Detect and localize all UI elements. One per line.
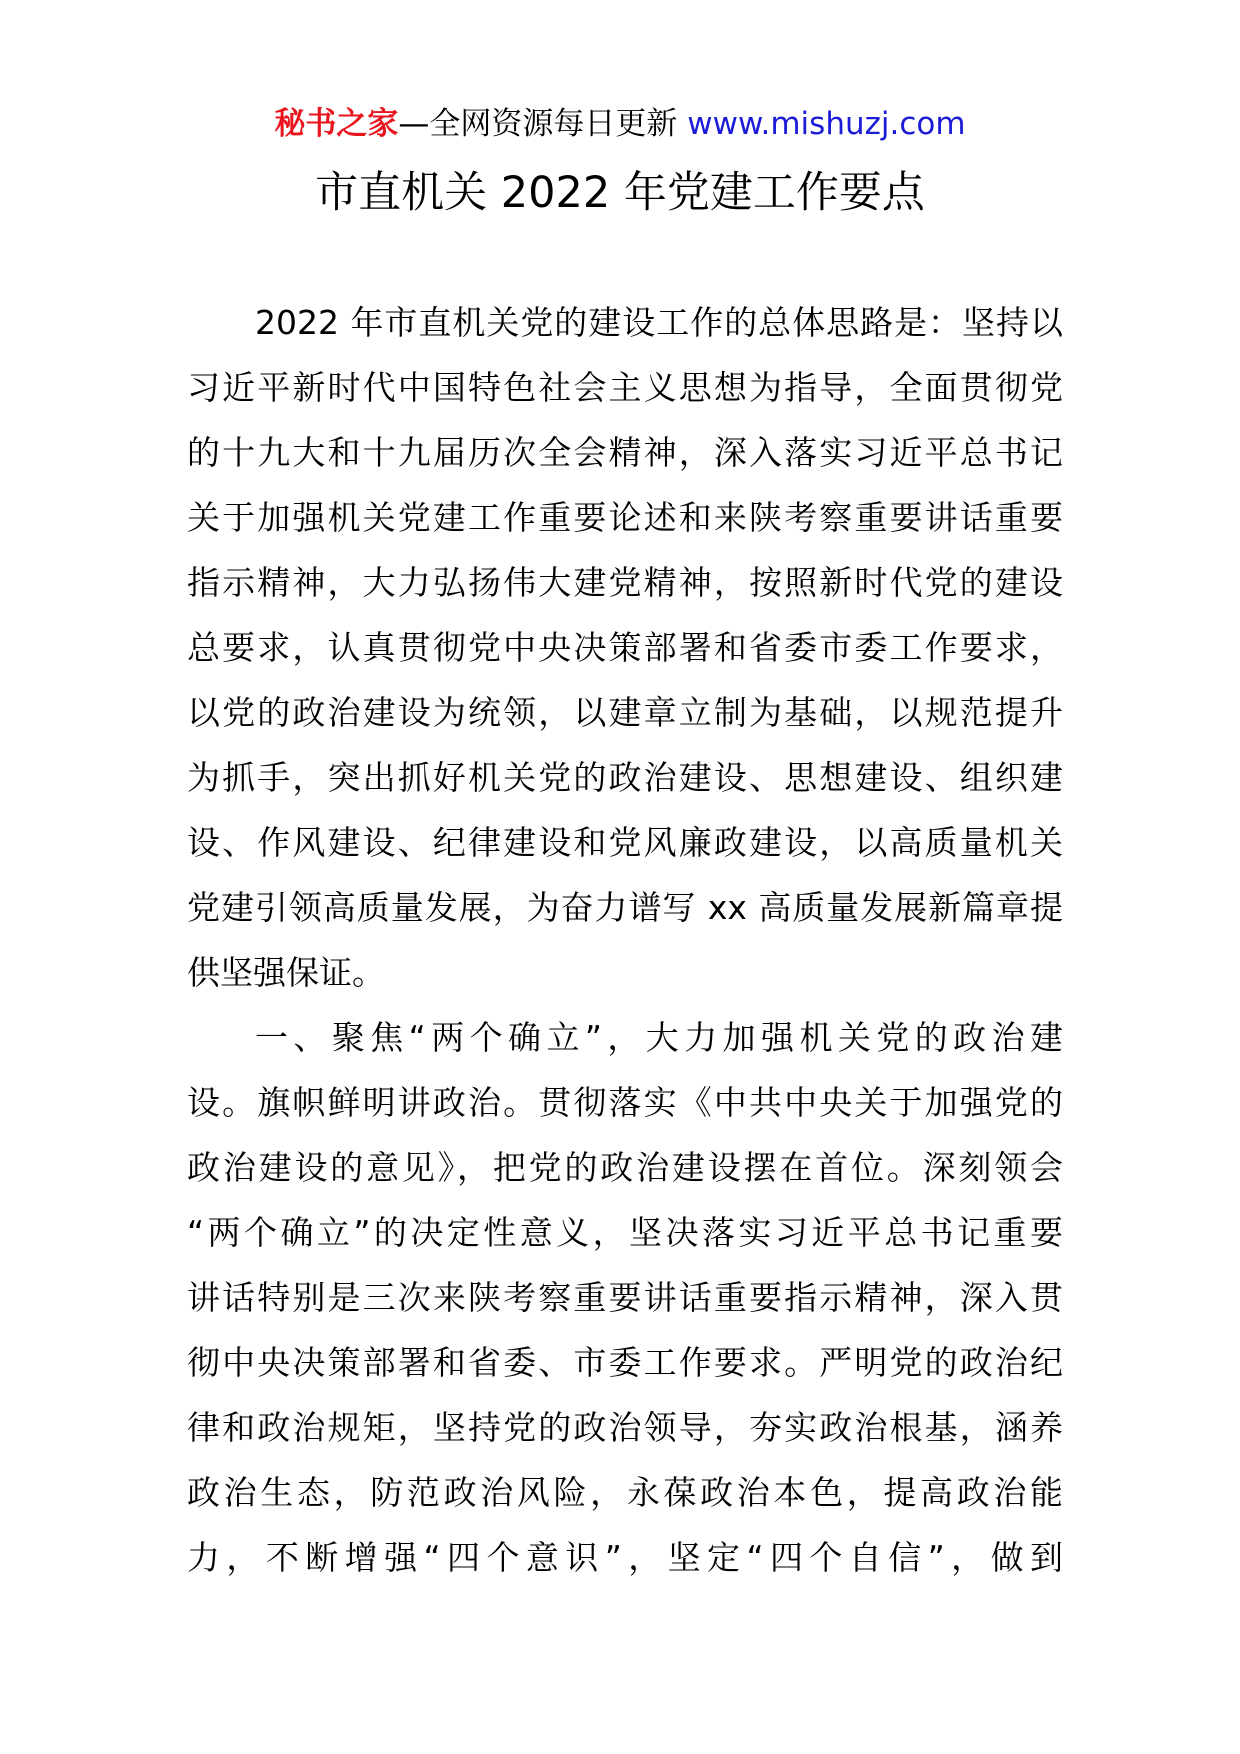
body-line: 政治建设的意见》，把党的政治建设摆在首位。深刻领会	[187, 1148, 1063, 1187]
body-line: “两个确立”的决定性意义，坚决落实习近平总书记重要	[187, 1213, 1063, 1252]
header-tagline: —全网资源每日更新	[398, 106, 688, 142]
body-line: 力，不断增强“四个意识”，坚定“四个自信”，做到	[187, 1538, 1063, 1577]
document-body	[187, 290, 1063, 1590]
body-line: 的十九大和十九届历次全会精神，深入落实习近平总书记	[187, 433, 1063, 472]
body-line: 供坚强保证。	[187, 953, 385, 992]
body-line: 讲话特别是三次来陕考察重要讲话重要指示精神，深入贯	[187, 1278, 1063, 1317]
body-line: 彻中央决策部署和省委、市委工作要求。严明党的政治纪	[187, 1343, 1063, 1382]
body-line: 设。旗帜鲜明讲政治。贯彻落实《中共中央关于加强党的	[187, 1083, 1063, 1122]
body-line: 律和政治规矩，坚持党的政治领导，夯实政治根基，涵养	[187, 1408, 1063, 1447]
brand-name: 秘书之家	[274, 106, 399, 142]
body-line: 2022 年市直机关党的建设工作的总体思路是：坚持以	[255, 303, 1063, 342]
body-line: 党建引领高质量发展，为奋力谱写 xx 高质量发展新篇章提	[187, 888, 1063, 927]
body-line: 习近平新时代中国特色社会主义思想为指导，全面贯彻党	[187, 368, 1063, 407]
body-line: 一、聚焦“两个确立”，大力加强机关党的政治建	[255, 1018, 1063, 1057]
body-line: 为抓手，突出抓好机关党的政治建设、思想建设、组织建	[187, 758, 1063, 797]
body-line: 总要求，认真贯彻党中央决策部署和省委市委工作要求，	[187, 628, 1063, 667]
body-line: 以党的政治建设为统领，以建章立制为基础，以规范提升	[187, 693, 1063, 732]
body-line: 设、作风建设、纪律建设和党风廉政建设，以高质量机关	[187, 823, 1063, 862]
site-url-link[interactable]: www.mishuzj.com	[687, 106, 966, 142]
site-header	[0, 100, 1240, 148]
body-line: 关于加强机关党建工作重要论述和来陕考察重要讲话重要	[187, 498, 1063, 537]
body-line: 政治生态，防范政治风险，永葆政治本色，提高政治能	[187, 1473, 1063, 1512]
body-line: 指示精神，大力弘扬伟大建党精神，按照新时代党的建设	[187, 563, 1063, 602]
document-title: 市直机关 2022 年党建工作要点	[315, 168, 925, 218]
